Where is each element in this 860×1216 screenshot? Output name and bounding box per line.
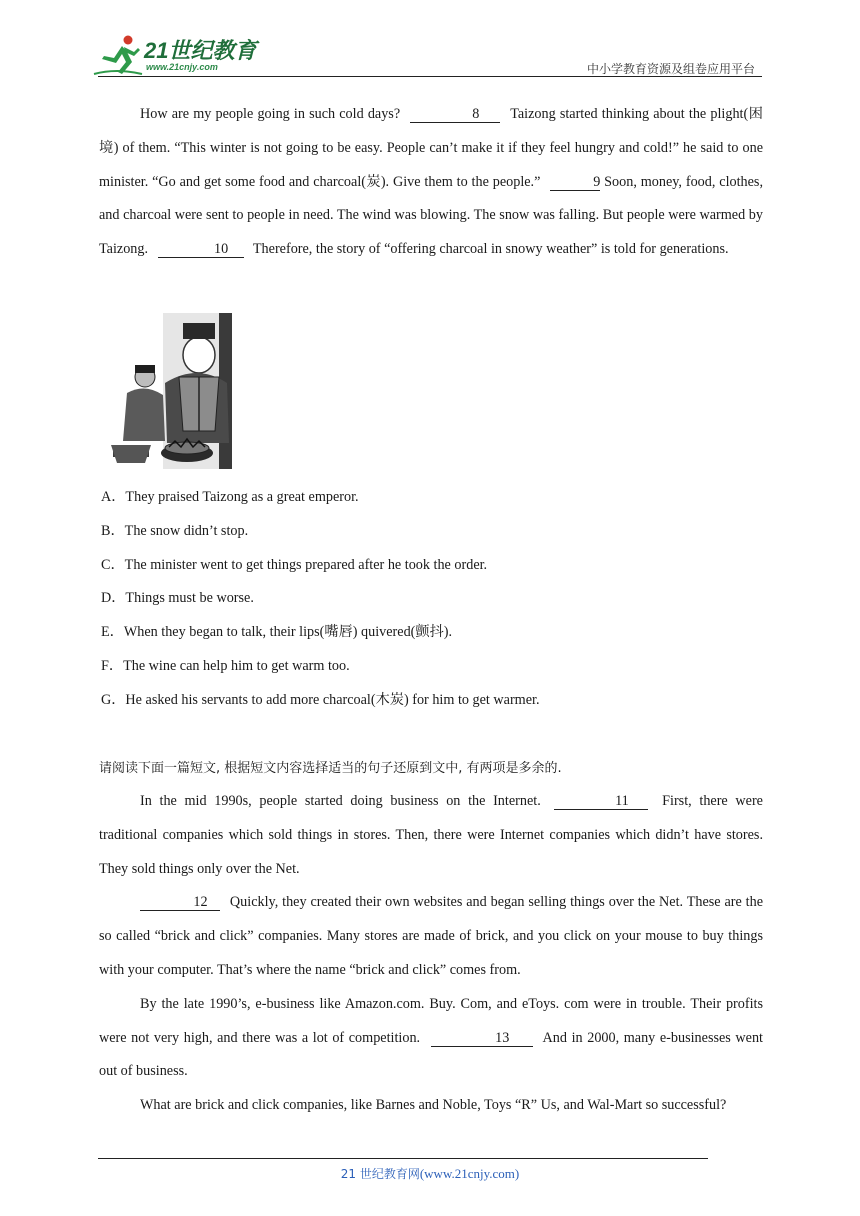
passage-2-paragraph-4 bbox=[99, 1089, 763, 1123]
sentence: In the mid 1990s, people started doing business on the Internet. bbox=[140, 793, 541, 809]
answer-blank-12[interactable]: 12 bbox=[140, 894, 220, 911]
footer-url-link[interactable]: (www.21cnjy.com) bbox=[419, 1166, 520, 1181]
option-f[interactable]: F．The wine can help him to get warm too. bbox=[101, 657, 350, 674]
page-footer bbox=[0, 1165, 860, 1182]
footer-divider bbox=[98, 1158, 708, 1159]
answer-options bbox=[101, 481, 765, 718]
passage-1-paragraph bbox=[99, 98, 763, 267]
sentence: By the late 1990’s, e-business like Amazon.com. Buy. Com, and eToys. com were in trouble. Their profits were not very high, and there was a lot of competition. bbox=[99, 995, 763, 1046]
passage-2-paragraph-1 bbox=[99, 785, 763, 886]
emperor-illustration-image bbox=[107, 313, 232, 469]
sentence: Quickly, they created their own websites and began selling things over the Net. These are the so called “brick and click” companies. Many stores are made of brick, and you click on your mouse to buy things with your computer. That’s where the name “brick and click” comes from. bbox=[99, 894, 763, 978]
sentence: First, there were traditional companies which sold things in stores. Then, there were Internet companies which didn’t have stores. They sold things only over the Net. bbox=[99, 793, 763, 877]
logo-url: www.21cnjy.com bbox=[146, 62, 218, 72]
sentence: Therefore, the story of “offering charcoal in snowy weather” is told for generations. bbox=[252, 241, 729, 258]
option-b[interactable]: B．The snow didn’t stop. bbox=[101, 522, 249, 539]
header-slogan: 中小学教育资源及组卷应用平台 bbox=[586, 62, 755, 76]
sentence: What are brick and click companies, like Barnes and Noble, Toys “R” Us, and Wal-Mart so successful? bbox=[140, 1097, 727, 1114]
answer-blank-10[interactable]: 10 bbox=[158, 241, 244, 258]
option-a[interactable]: A．They praised Taizong as a great emperor. bbox=[101, 489, 359, 505]
sentence: Taizong started thinking about the plight(困境) of them. “This winter is not going to be easy. People can’t make it if they feel hungry and cold!” he said to one minister. “Go and get some food and charcoal(炭). Give them to the people.” bbox=[99, 106, 763, 190]
passage-2-paragraph-3 bbox=[99, 988, 763, 1089]
option-d[interactable]: D．Things must be worse. bbox=[101, 590, 254, 607]
sentence: How are my people going in such cold days? bbox=[140, 106, 401, 122]
option-g[interactable]: G．He asked his servants to add more charcoal(木炭) for him to get warmer. bbox=[101, 691, 540, 708]
site-logo[interactable] bbox=[92, 34, 262, 78]
logo-wordmark: 21世纪教育 bbox=[144, 38, 257, 63]
answer-blank-8[interactable]: 8 bbox=[410, 106, 500, 123]
header-divider bbox=[98, 76, 762, 77]
option-e[interactable]: E．When they began to talk, their lips(嘴唇) quivered(颤抖). bbox=[101, 624, 453, 641]
question-instruction: 请阅读下面一篇短文, 根据短文内容选择适当的句子还原到文中, 有两项是多余的. bbox=[99, 761, 562, 776]
story-illustration bbox=[107, 313, 232, 469]
passage-1 bbox=[99, 98, 763, 267]
answer-blank-13[interactable]: 13 bbox=[431, 1030, 533, 1047]
page-header bbox=[0, 0, 860, 80]
footer-site-name: 21 世纪教育网 bbox=[340, 1167, 420, 1181]
option-c[interactable]: C．The minister went to get things prepared after he took the order. bbox=[101, 556, 488, 573]
sentence: And in 2000, many e-businesses went out of business. bbox=[99, 1029, 763, 1080]
answer-blank-11[interactable]: 11 bbox=[554, 793, 648, 810]
sentence: Soon, money, food, clothes, and charcoal were sent to people in need. The wind was blowing. The snow was falling. But people were warmed by Taizong. bbox=[99, 173, 764, 258]
runner-logo-icon bbox=[92, 34, 144, 78]
answer-blank-9[interactable]: 9 bbox=[550, 174, 600, 191]
passage-2-paragraph-2 bbox=[99, 886, 763, 987]
passage-2 bbox=[99, 785, 763, 1123]
